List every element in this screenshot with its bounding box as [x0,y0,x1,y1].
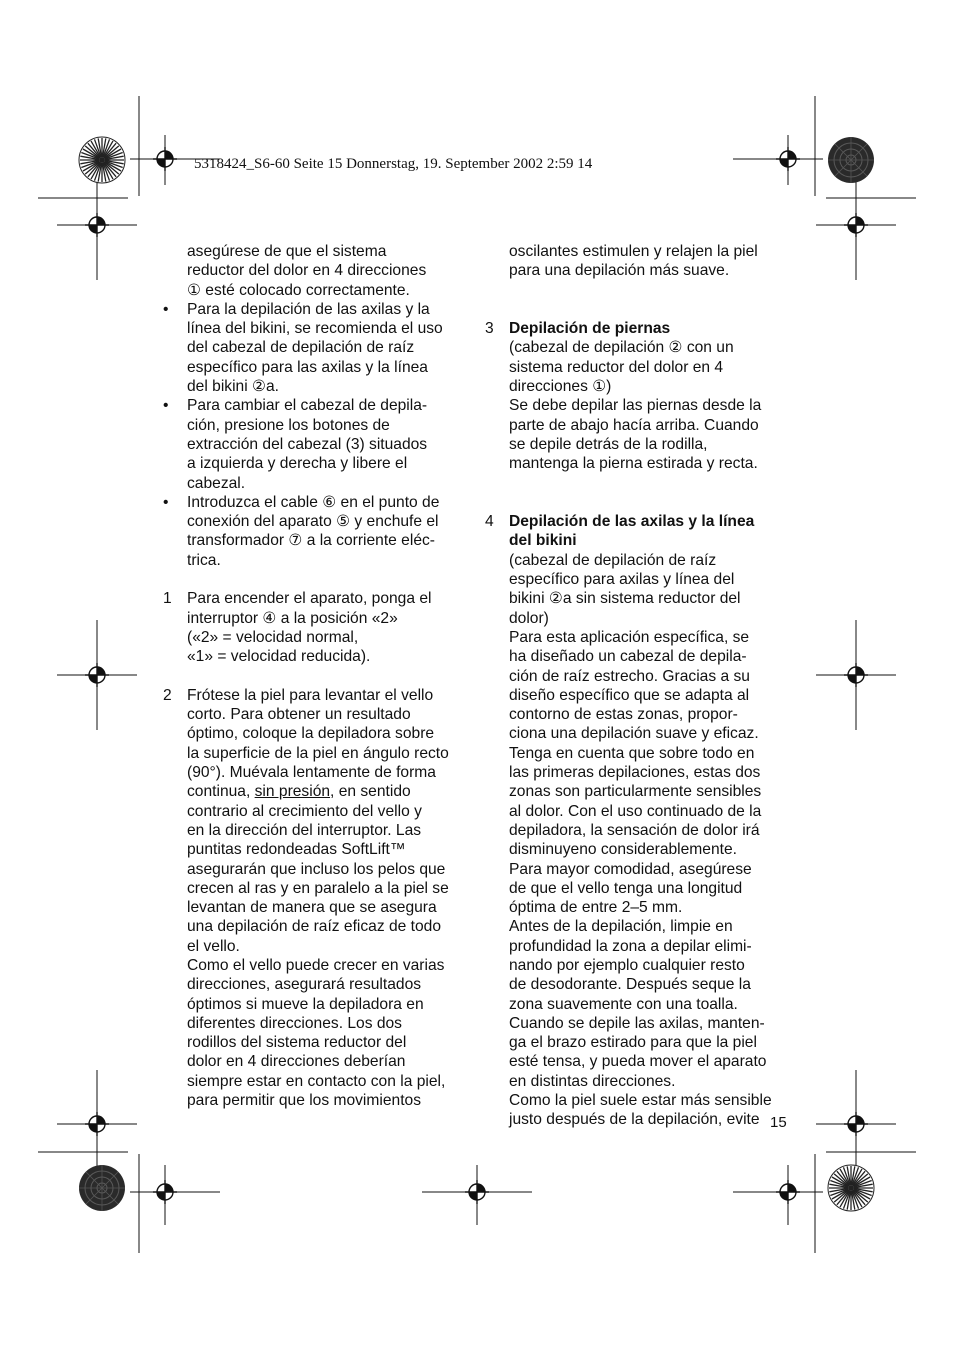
intro-paragraph [163,242,468,300]
step-2 [163,686,468,1111]
step-4 [485,512,795,1130]
text-line: ha diseñado un cabezal de depila- [509,648,747,666]
text-line: esté tensa, y pueda mover el aparato [509,1053,767,1071]
text-line: (90°). Muévala lentamente de forma [187,764,436,782]
text-line: depiladora, la sensación de dolor irá [509,821,760,839]
text-line: en la dirección del interruptor. Las [187,821,422,839]
step-number: 4 [485,513,494,531]
text-line: una depilación de raíz eficaz de todo [187,918,442,936]
text-line: para permitir que los movimientos [187,1092,421,1110]
text-line: interruptor ④ a la posición «2» [187,609,398,627]
text-line: siempre estar en contacto con la piel, [187,1072,446,1090]
text-line: del cabezal de depilación de raíz [187,339,415,357]
text-line: corto. Para obtener un resultado [187,706,411,724]
text-line: dolor) [509,609,549,627]
text-line: oscilantes estimulen y relajen la piel [509,243,758,260]
text-line: ción, presione los botones de [187,416,390,434]
text-line: Frótese la piel para levantar el vello [187,686,434,704]
text-line [187,782,468,801]
step-3 [485,319,795,473]
text-line: extracción del cabezal (3) situados [187,435,428,453]
text-line: trica. [187,551,221,569]
text-line: de desodorante. Después seque la [509,976,751,994]
text-line: Para encender el aparato, ponga el [187,590,432,608]
text-line: zonas son particularmente sensibles [509,783,762,801]
text-line: («2» = velocidad normal, [187,628,359,646]
text-line: el vello. [187,937,240,955]
text-line: «1» = velocidad reducida). [187,648,371,666]
text-line: profundidad la zona a depilar elimi- [509,937,752,955]
step-1 [163,589,468,666]
text-line: dolor en 4 direcciones deberían [187,1053,406,1071]
text-line: conexión del aparato ⑤ y enchufe el [187,513,439,531]
text-line: (cabezal de depilación ② con un [509,339,734,357]
bullet-item [163,493,468,570]
left-column [163,242,468,1110]
text-line: asegurarán que incluso los pelos que [187,860,446,878]
bullet-marker: • [163,300,169,318]
text-line: (cabezal de depilación de raíz [509,551,717,569]
step-number: 2 [163,686,172,704]
text-line: crecen al ras y en paralelo a la piel se [187,879,449,897]
text-line: Tenga en cuenta que sobre todo en [509,744,755,762]
text-run: , en sentido [330,783,411,801]
text-line: zona suavemente con una toalla. [509,995,738,1013]
text-line: óptimo, coloque la depiladora sobre [187,725,435,743]
text-line: Se debe depilar las piernas desde la [509,397,762,415]
text-line: Cuando se depile las axilas, manten- [509,1014,765,1032]
bullet-marker: • [163,397,169,415]
text-line: ción de raíz estrecho. Gracias a su [509,667,750,685]
text-line: sistema reductor del dolor en 4 [509,358,724,376]
text-line: ga el brazo estirado para que la piel [509,1034,757,1052]
step-title: Depilación de piernas [509,320,671,338]
text-line: nando por ejemplo cualquier resto [509,956,745,974]
text-line: a izquierda y derecha y libere el [187,455,408,473]
text-line: en distintas direcciones. [509,1072,676,1090]
text-line: diseño específico que se adapta al [509,686,750,704]
text-line: al dolor. Con el uso continuado de la [509,802,762,820]
text-line: óptima de entre 2–5 mm. [509,899,683,917]
text-line: específico para axilas y línea del [509,571,735,589]
text-line: reductor del dolor en 4 direcciones [187,262,427,280]
step-title: del bikini [509,532,577,550]
underlined-text: sin presión [254,783,331,801]
text-line: parte de abajo hacía arriba. Cuando [509,416,759,434]
text-line: específico para las axilas y la línea [187,358,428,376]
step-number: 1 [163,590,172,608]
text-line: justo después de la depilación, evite [509,1111,760,1129]
text-line: las primeras depilaciones, estas dos [509,764,761,782]
continued-paragraph [485,242,795,281]
text-line: óptimos si mueve la depiladora en [187,995,424,1013]
text-line: Antes de la depilación, limpie en [509,918,733,936]
text-line: la superficie de la piel en ángulo recto [187,744,449,762]
step-number: 3 [485,320,494,338]
text-line: contrario al crecimiento del vello y [187,802,422,820]
text-line: Para mayor comodidad, asegúrese [509,860,752,878]
text-line: diferentes direcciones. Los dos [187,1014,402,1032]
text-line: puntitas redondeadas SoftLift™ [187,841,406,859]
text-line: levantan de manera que se asegura [187,899,437,917]
text-line: de que el vello tenga una longitud [509,879,743,897]
text-line: direcciones, asegurará resultados [187,976,422,994]
text-line: ① esté colocado correctamente. [187,281,410,299]
text-line: ciona una depilación suave y eficaz. [509,725,759,743]
text-line: cabezal. [187,474,246,492]
text-line: Para esta aplicación específica, se [509,628,750,646]
text-line: transformador ⑦ a la corriente eléc- [187,532,435,550]
text-line: Como la piel suele estar más sensible [509,1092,772,1110]
text-line: línea del bikini, se recomienda el uso [187,320,443,338]
text-line: para una depilación más suave. [509,262,730,280]
page-number: 15 [770,1114,787,1131]
print-slug: 5318424_S6-60 Seite 15 Donnerstag, 19. September 2002 2:59 14 [194,156,593,172]
bullet-item [163,300,468,396]
text-line: direcciones ①) [509,378,612,396]
text-line: mantenga la pierna estirada y recta. [509,455,758,473]
text-line: disminuyeno considerablemente. [509,841,737,859]
right-column [485,242,795,1130]
bullet-marker: • [163,493,169,511]
text-line: del bikini ②a. [187,378,279,396]
text-line: se depile detrás de la rodilla, [509,435,708,453]
text-line: Para la depilación de las axilas y la [187,300,430,318]
text-line: Introduzca el cable ⑥ en el punto de [187,493,440,511]
text-line: Para cambiar el cabezal de depila- [187,397,428,415]
text-line: asegúrese de que el sistema [187,243,387,260]
bullet-item [163,396,468,492]
text-line: contorno de estas zonas, propor- [509,706,738,724]
step-title: Depilación de las axilas y la línea [509,513,755,531]
text-line: rodillos del sistema reductor del [187,1034,407,1052]
text-line: Como el vello puede crecer en varias [187,956,445,974]
text-run: continua, [187,783,255,801]
text-line: bikini ②a sin sistema reductor del [509,590,741,608]
